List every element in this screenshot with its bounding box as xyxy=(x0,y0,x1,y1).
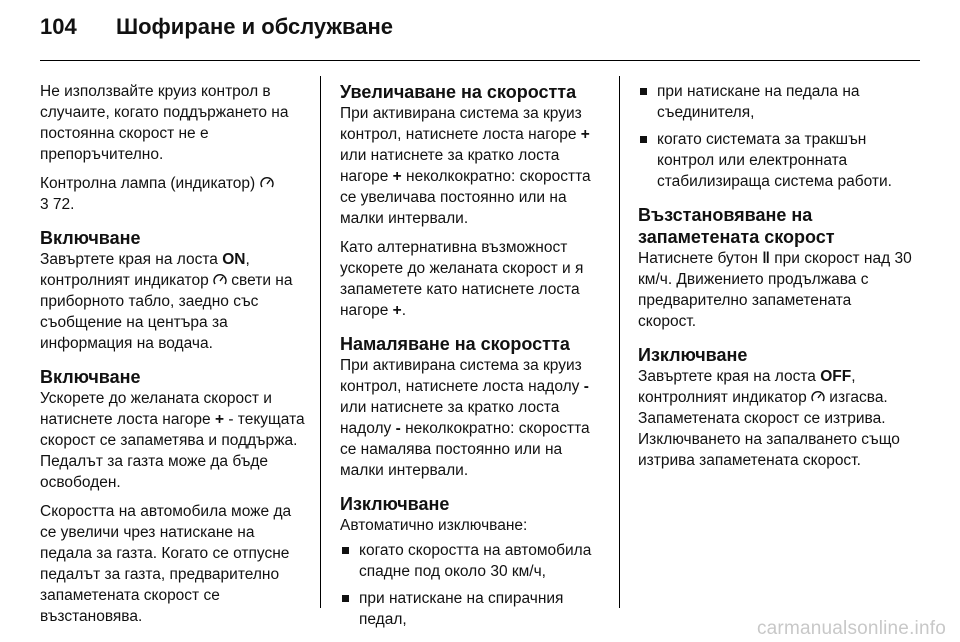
page-reference-arrow-icon: 3 xyxy=(40,196,49,213)
chapter-title: Шофиране и обслужване xyxy=(116,14,394,39)
paragraph: При активирана система за круиз контрол, натиснете лоста надолу - или натиснете за кратко лоста надолу - неколкократно: скоростта се намалява постоянно или на малки интервали. xyxy=(340,357,590,479)
list-item: когато скоростта на автомобила спадне под около 30 км/ч, xyxy=(340,540,608,582)
lever-position-off: OFF xyxy=(820,368,852,385)
bullet-list xyxy=(340,540,608,630)
header-rule xyxy=(40,60,920,61)
column-divider-1 xyxy=(320,76,321,608)
list-item: когато системата за тракшън контрол или електронната стабилизираща система работи. xyxy=(638,129,912,192)
section-heading: Изключване xyxy=(638,345,748,365)
paragraph: Ускорете до желаната скорост и натиснете лоста нагоре + - текущата скорост се запаметява и поддържа. Педалът за газта може да бъде освободен. xyxy=(40,390,305,491)
list-item: при натискане на спирачния педал, xyxy=(340,588,608,630)
section-heading: Включване xyxy=(40,367,141,387)
paragraph: Завъртете края на лоста OFF, контролният индикатор изгасва. Запаметената скорост се изтрива. Изключването на запалването също изтрива запаметената скорост. xyxy=(638,368,900,469)
section-heading: Изключване xyxy=(340,494,450,514)
paragraph: Автоматично изключване: xyxy=(340,517,528,534)
column-3 xyxy=(638,81,912,479)
paragraph: При активирана система за круиз контрол, натиснете лоста нагоре + или натиснете за кратко лоста нагоре + неколкократно: скоростта се увеличава постоянно или на малки интервали. xyxy=(340,105,591,227)
paragraph: Контролна лампа (индикатор) 3 72. xyxy=(40,173,308,215)
column-2 xyxy=(340,81,608,638)
paragraph: Скоростта на автомобила може да се увеличи чрез натискане на педала за газта. Когато се отпусне педалът за газта, предварително запаметената скорост се възстановява. xyxy=(40,503,292,625)
page-reference: 72. xyxy=(48,196,75,213)
bullet-list xyxy=(638,81,912,192)
column-1 xyxy=(40,81,308,635)
paragraph: Натиснете бутон ‖ при скорост над 30 км/ч. Движението продължава с предварително запаметената скорост. xyxy=(638,250,912,330)
cruise-control-icon xyxy=(213,273,227,287)
watermark: carmanualsonline.info xyxy=(756,618,946,639)
column-divider-2 xyxy=(619,76,620,608)
lever-position-on: ON xyxy=(222,251,246,268)
cruise-control-icon xyxy=(260,176,274,190)
cruise-control-icon xyxy=(811,390,825,404)
paragraph: Завъртете края на лоста ON, контролният индикатор свети на приборното табло, заедно със съобщение на центъра за информация на водача. xyxy=(40,251,293,352)
paragraph: Не използвайте круиз контрол в случаите, когато поддържането на постоянна скорост не е препоръчително. xyxy=(40,83,289,163)
section-heading: Намаляване на скоростта xyxy=(340,334,570,354)
section-heading: Възстановяване на запаметената скорост xyxy=(638,205,835,247)
page-number: 104 xyxy=(40,14,77,39)
paragraph: Като алтернативна възможност ускорете до желаната скорост и я запаметете като натиснете лоста нагоре +. xyxy=(340,239,584,319)
section-heading: Увеличаване на скоростта xyxy=(340,82,577,102)
resume-button-symbol: ‖ xyxy=(762,250,770,267)
list-item: при натискане на педала на съединителя, xyxy=(638,81,912,123)
section-heading: Включване xyxy=(40,228,141,248)
